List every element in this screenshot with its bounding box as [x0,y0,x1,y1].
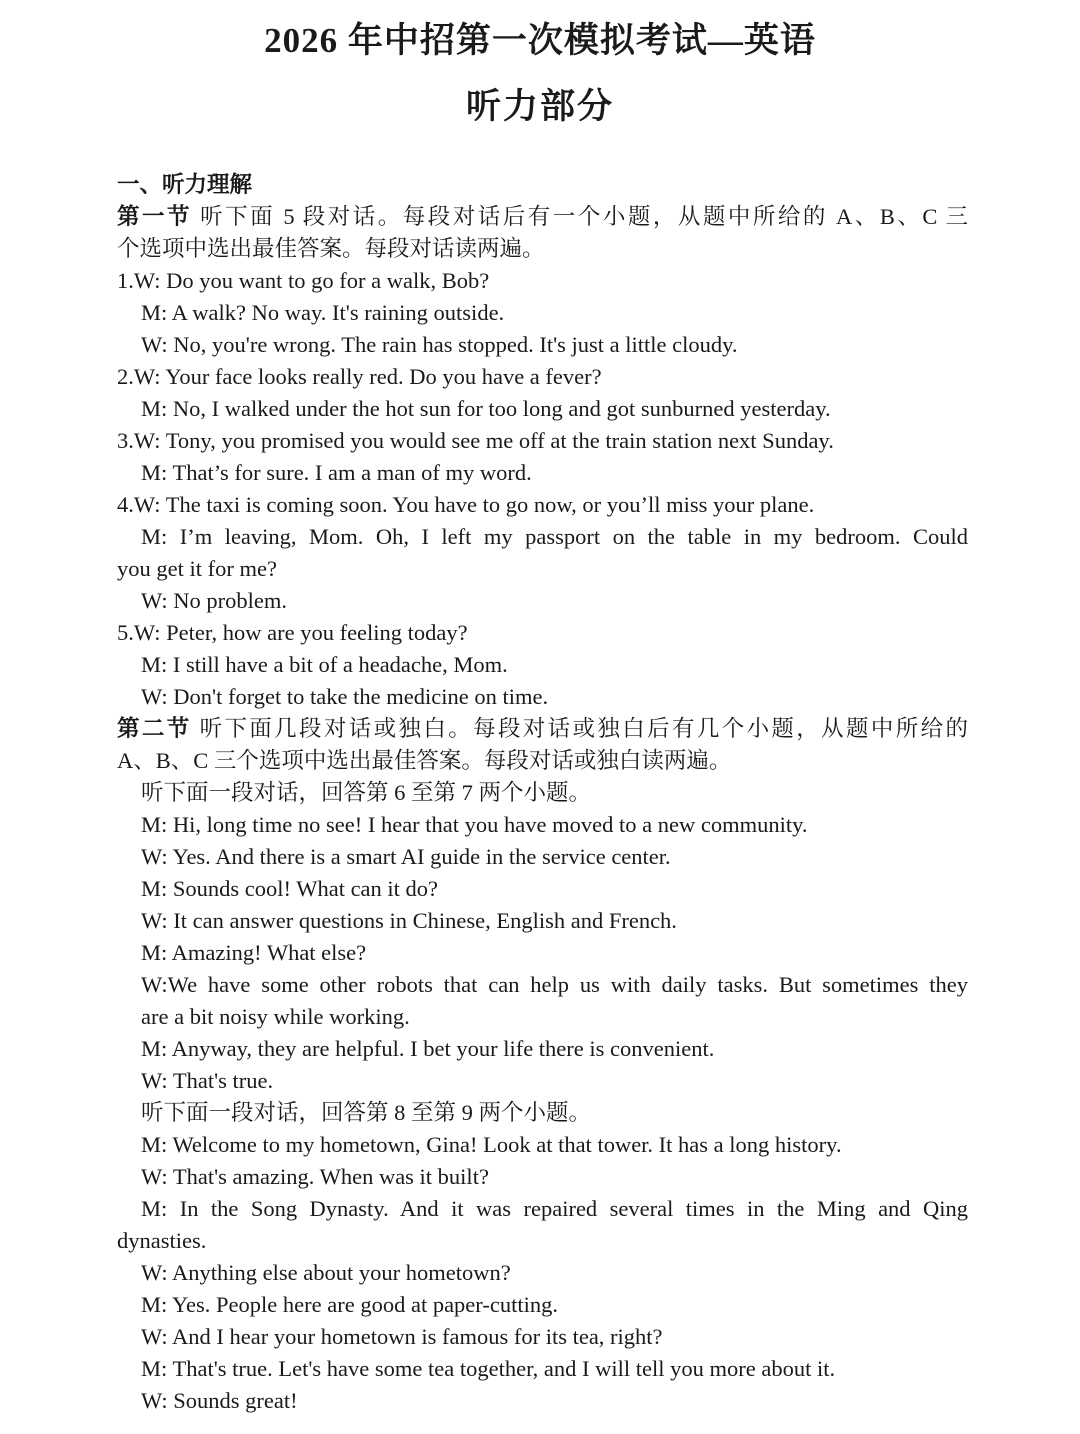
dialogue-line: are a bit noisy while working. [141,1004,410,1029]
listening-prompt: 听下面一段对话，回答第 8 至第 9 两个小题。 [141,1100,592,1125]
dialogue-line: 1.W: Do you want to go for a walk, Bob? [117,268,490,293]
dialogue-line: W:We have some other robots that can help us with daily tasks. But sometimes they [141,972,968,997]
part2-label: 第二节 [117,716,192,741]
dialogue-line: M: In the Song Dynasty. And it was repaired several times in the Ming and Qing [141,1196,968,1221]
dialogue-line: M: A walk? No way. It's raining outside. [141,300,505,325]
part2-instruction-line-1 [117,713,968,745]
dialogue-line: M: I still have a bit of a headache, Mom. [141,652,508,677]
dialogue-line: W: And I hear your hometown is famous for its tea, right? [141,1324,663,1349]
dialogue-line: W: Sounds great! [141,1388,298,1413]
page-subtitle: 听力部分 [465,87,614,126]
section-heading: 一、听力理解 [117,172,253,197]
dialogue-line: W: No, you're wrong. The rain has stopped. It's just a little cloudy. [141,332,738,357]
dialogue-line: 2.W: Your face looks really red. Do you have a fever? [117,364,602,389]
dialogue-line: M: Hi, long time no see! I hear that you have moved to a new community. [141,812,808,837]
dialogue-line: M: No, I walked under the hot sun for too long and got sunburned yesterday. [141,396,831,421]
dialogue-line: M: Amazing! What else? [141,940,367,965]
dialogue-line: M: Yes. People here are good at paper-cutting. [141,1292,558,1317]
dialogue-line: W: It can answer questions in Chinese, English and French. [141,908,677,933]
dialogue-line: M: That's true. Let's have some tea together, and I will tell you more about it. [141,1356,836,1381]
dialogue-line: 5.W: Peter, how are you feeling today? [117,620,468,645]
dialogue-line: W: That's amazing. When was it built? [141,1164,489,1189]
part1-instruction-line-1 [117,201,968,233]
dialogue-line: W: No problem. [141,588,288,613]
dialogue-line: W: Yes. And there is a smart AI guide in the service center. [141,844,671,869]
dialogue-line: W: That's true. [141,1068,274,1093]
dialogue-line: W: Don't forget to take the medicine on time. [141,684,549,709]
part1-instruction-line-2: 个选项中选出最佳答案。每段对话读两遍。 [117,236,545,261]
listening-prompt: 听下面一段对话，回答第 6 至第 7 两个小题。 [141,780,592,805]
dialogue-line: M: Sounds cool! What can it do? [141,876,439,901]
part2-instruction-text: 听下面几段对话或独白。每段对话或独白后有几个小题，从题中所给的 [191,716,968,741]
exam-content [117,169,968,1417]
dialogue-line: you get it for me? [117,556,277,581]
part1-instruction-text: 听下面 5 段对话。每段对话后有一个小题，从题中所给的 A、B、C 三 [192,204,968,229]
dialogue-line: M: Anyway, they are helpful. I bet your life there is convenient. [141,1036,715,1061]
dialogue-line: dynasties. [117,1228,207,1253]
dialogue-line: W: Anything else about your hometown? [141,1260,511,1285]
part2-instruction-line-2: A、B、C 三个选项中选出最佳答案。每段对话或独白读两遍。 [117,748,732,773]
dialogue-line: M: I’m leaving, Mom. Oh, I left my passport on the table in my bedroom. Could [141,524,968,549]
dialogue-line: 3.W: Tony, you promised you would see me off at the train station next Sunday. [117,428,834,453]
page-title: 2026 年中招第一次模拟考试—英语 [264,21,816,60]
part1-label: 第一节 [117,204,193,229]
dialogue-line: M: That’s for sure. I am a man of my word. [141,460,532,485]
dialogue-line: 4.W: The taxi is coming soon. You have to go now, or you’ll miss your plane. [117,492,815,517]
dialogue-line: M: Welcome to my hometown, Gina! Look at that tower. It has a long history. [141,1132,842,1157]
